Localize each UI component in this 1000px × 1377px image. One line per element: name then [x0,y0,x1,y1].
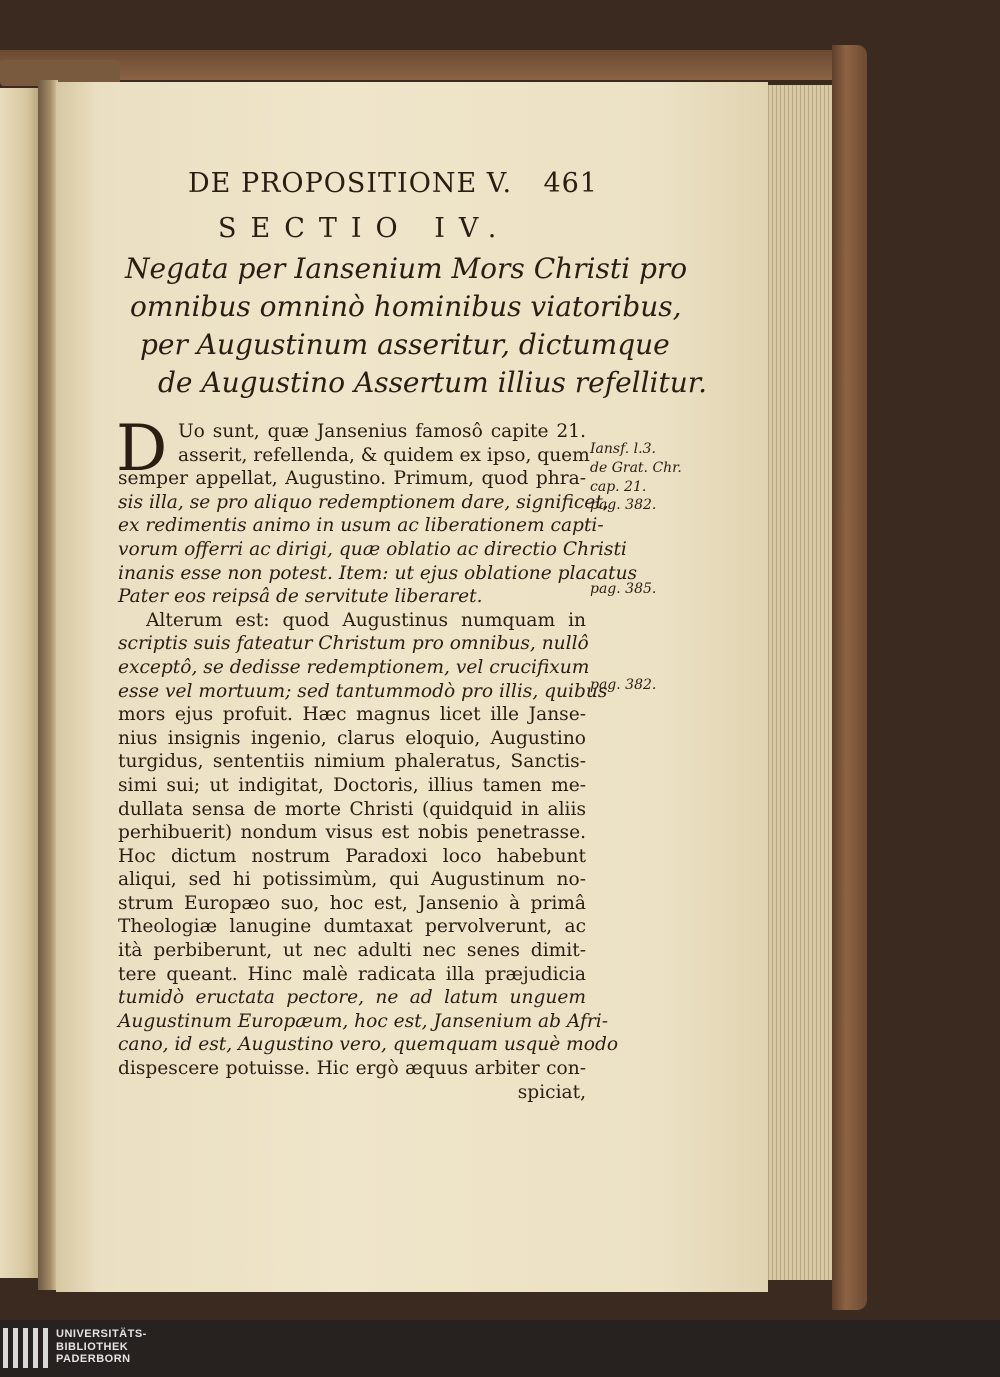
text-line: tumidò eructata pectore, ne ad latum unguem [118,987,586,1009]
text-line: turgidus, sententiis nimium phaleratus, Sanctis- [118,751,586,773]
text-line: Hoc dictum nostrum Paradoxi loco habebunt [118,845,586,867]
logo-line: PADERBORN [56,1353,131,1365]
text-line: Pater eos reipsâ de servitute liberaret. [118,586,483,608]
margin-note: Iansf. l.3. [590,441,656,457]
library-logo[interactable] [0,1326,180,1372]
library-logo-text [56,1328,147,1366]
margin-note: de Grat. Chr. [590,460,682,476]
logo-line: BIBLIOTHEK [56,1340,129,1353]
text-line: dispescere potuisse. Hic ergò æquus arbiter con- [118,1058,586,1080]
text-line: tere queant. Hinc malè radicata illa præjudicia [118,963,586,985]
title-line: de Augustino Assertum illius refellitur. [158,366,707,399]
text-line: mors ejus profuit. Hæc magnus licet ille Janse- [118,704,586,726]
text-line: nius insignis ingenio, clarus eloquio, Augustino [118,727,586,749]
text-line: Theologiæ lanugine dumtaxat pervolverunt, ac [118,916,586,938]
margin-note: pag. 382. [590,677,657,693]
section-title [125,250,707,402]
page-gutter [38,80,58,1290]
text-line: inanis esse non potest. Item: ut ejus oblatione placatus [118,562,638,584]
running-header [188,168,598,199]
running-title: DE PROPOSITIONE V. [188,168,513,199]
catchword: spiciat, [517,1081,586,1103]
text-line: semper appellat, Augustino. Primum, quod phra- [118,468,586,490]
text-line: exceptô, se dedisse redemptionem, vel crucifixum [118,656,590,678]
text-line: Augustinum Europæum, hoc est, Jansenium ab Afri- [118,1010,609,1032]
margin-note: pag. 385. [590,581,657,597]
text-line: cano, id est, Augustino vero, quemquam usquè modo [118,1034,619,1056]
text-line: strum Europæo suo, hoc est, Jansenio à primâ [118,892,586,914]
text-line: ità perbiberunt, ut nec adulti nec senes dimit- [118,940,586,962]
logo-line: UNIVERSITÄTS- [56,1328,147,1340]
section-heading: SECTIO IV. [218,213,511,244]
title-line: Negata per Iansenium Mors Christi pro [125,252,688,285]
book-cover-top [0,50,860,80]
text-line: esse vel mortuum; sed tantummodò pro illis, quibus [118,680,608,702]
text-line: Uo sunt, quæ Jansenius famosô capite 21. [178,421,586,442]
text-line: vorum offerri ac dirigi, quæ oblatio ac directio Christi [118,538,627,560]
left-page-edge [0,88,38,1278]
margin-note: cap. 21. [590,479,647,495]
page-number: 461 [543,168,598,199]
text-line: Alterum est: quod Augustinus numquam in [146,609,586,631]
title-line: per Augustinum asseritur, dictumque [140,328,670,361]
text-line: simi sui; ut indigitat, Doctoris, illius tamen me- [118,774,586,796]
text-line: asserit, refellenda, & quidem ex ipso, quem [178,444,590,466]
text-line: dullata sensa de morte Christi (quidquid in aliis [118,798,586,820]
text-line: ex redimentis animo in usum ac liberationem capti- [118,515,604,537]
text-line: perhibuerit) nondum visus est nobis penetrasse. [118,822,586,844]
back-board [832,45,867,1310]
text-line: sis illa, se pro aliquo redemptionem dare, significet, [118,491,609,513]
page-edges [765,85,835,1280]
title-line: omnibus omninò hominibus viatoribus, [130,290,682,323]
margin-note: pag. 382. [590,497,657,513]
text-line: aliqui, sed hi potissimùm, qui Augustinum no- [118,869,586,891]
drop-cap: D [116,412,168,486]
text-line: scriptis suis fateatur Christum pro omnibus, nullô [118,633,589,655]
